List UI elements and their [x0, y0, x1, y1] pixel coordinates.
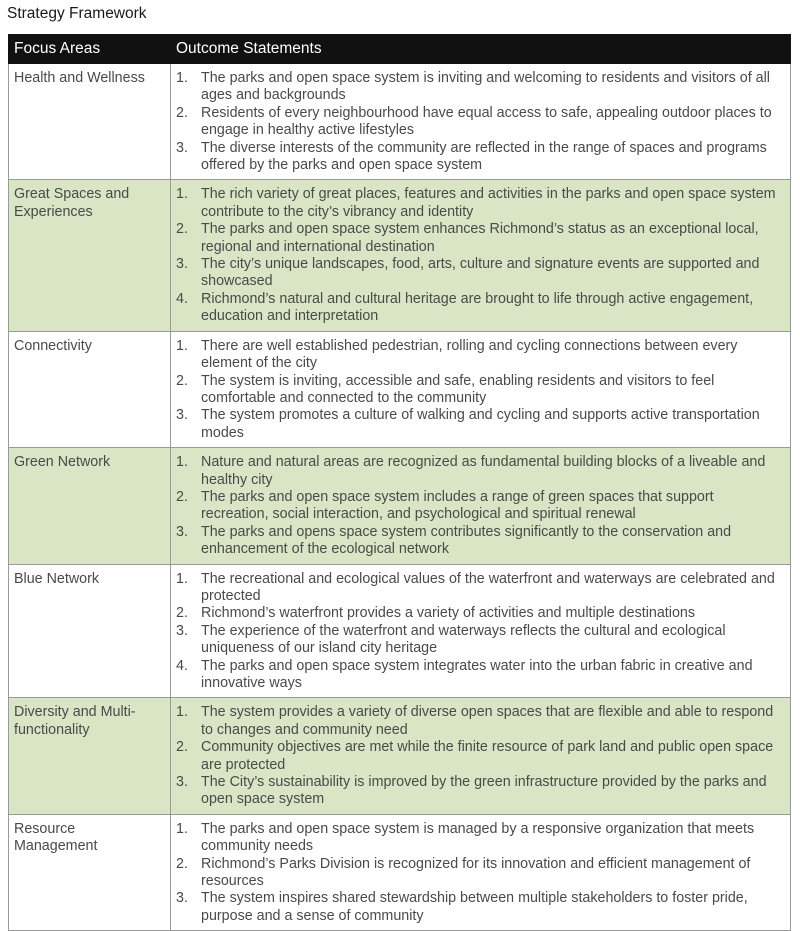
focus-area-cell: Diversity and Multi-functionality	[9, 698, 171, 814]
outcome-item	[176, 605, 785, 622]
outcome-text: The recreational and ecological values of the waterfront and waterways are celebrated and protected	[201, 570, 775, 604]
outcome-item	[176, 489, 785, 524]
outcome-text: Residents of every neighbourhood have equal access to safe, appealing outdoor places to engage in healthy active lifestyles	[201, 104, 772, 139]
outcome-statements-cell	[171, 180, 791, 331]
focus-area-cell: Health and Wellness	[9, 64, 171, 180]
outcome-text: The experience of the waterfront and waterways reflects the cultural and ecological uniqueness of our island city heritage	[201, 622, 726, 657]
strategy-framework-table	[8, 34, 791, 931]
outcome-statements-cell	[171, 64, 791, 180]
outcome-item	[176, 70, 785, 105]
outcome-number: 3.	[176, 890, 188, 907]
outcome-list	[176, 571, 785, 693]
outcome-number: 1.	[176, 337, 188, 354]
outcome-item	[176, 623, 785, 658]
outcome-text: There are well established pedestrian, rolling and cycling connections between every element of the city	[201, 337, 738, 372]
table-row	[9, 448, 791, 564]
outcome-item	[176, 524, 785, 559]
outcome-statements-cell	[171, 331, 791, 447]
outcome-text: The parks and open space system includes a range of green spaces that support recreation, social interaction, and psychological and spiritual renewal	[201, 488, 714, 523]
table-body	[9, 64, 791, 931]
focus-area-cell: Resource Management	[9, 814, 171, 930]
outcome-list	[176, 821, 785, 925]
table-row	[9, 331, 791, 447]
outcome-list	[176, 704, 785, 808]
outcome-statements-cell	[171, 564, 791, 698]
outcome-number: 2.	[176, 221, 188, 238]
outcome-item	[176, 407, 785, 442]
outcome-number: 2.	[176, 104, 188, 121]
table-header-row	[9, 35, 791, 64]
page-title: Strategy Framework	[7, 5, 147, 22]
outcome-number: 2.	[176, 372, 188, 389]
outcome-list	[176, 454, 785, 558]
outcome-text: The rich variety of great places, features and activities in the parks and open space system contribute to the city’s vibrancy and identity	[201, 186, 776, 220]
outcome-text: The parks and open space system is inviting and welcoming to residents and visitors of all ages and backgrounds	[201, 70, 770, 104]
outcome-list	[176, 186, 785, 325]
outcome-text: The city’s unique landscapes, food, arts, culture and signature events are supported and showcased	[201, 256, 760, 290]
outcome-number: 1.	[176, 570, 188, 587]
outcome-text: Community objectives are met while the finite resource of park land and public open space are protected	[201, 739, 774, 773]
outcome-text: The system provides a variety of diverse open spaces that are flexible and able to respond to changes and community need	[201, 704, 774, 738]
outcome-item	[176, 821, 785, 856]
outcome-number: 2.	[176, 739, 188, 756]
outcome-text: The system inspires shared stewardship between multiple stakeholders to foster pride, purpose and a sense of community	[201, 890, 748, 924]
outcome-item	[176, 256, 785, 291]
outcome-number: 3.	[176, 139, 188, 156]
outcome-text: Richmond’s natural and cultural heritage are brought to life through active engagement, education and interpretation	[201, 290, 754, 325]
outcome-item	[176, 186, 785, 221]
outcome-list	[176, 338, 785, 442]
outcome-statements-cell	[171, 698, 791, 814]
outcome-item	[176, 291, 785, 326]
outcome-number: 3.	[176, 256, 188, 273]
outcome-item	[176, 373, 785, 408]
outcome-item	[176, 338, 785, 373]
outcome-item	[176, 658, 785, 693]
outcome-item	[176, 221, 785, 256]
outcome-item	[176, 105, 785, 140]
outcome-number: 3.	[176, 622, 188, 639]
outcome-number: 4.	[176, 657, 188, 674]
outcome-text: The parks and open space system enhances Richmond’s status as an exceptional local, regional and international destination	[201, 221, 759, 255]
focus-area-cell: Green Network	[9, 448, 171, 564]
outcome-number: 3.	[176, 523, 188, 540]
outcome-list	[176, 70, 785, 174]
outcome-text: The diverse interests of the community are reflected in the range of spaces and programs offered by the parks and open space system	[201, 139, 767, 174]
table-row	[9, 64, 791, 180]
outcome-number: 2.	[176, 605, 188, 622]
outcome-text: Nature and natural areas are recognized as fundamental building blocks of a liveable and healthy city	[201, 454, 766, 488]
outcome-text: The system is inviting, accessible and safe, enabling residents and visitors to feel comfortable and connected to the community	[201, 372, 715, 406]
outcome-number: 1.	[176, 186, 188, 203]
focus-areas-header: Focus Areas	[9, 35, 171, 64]
table-row	[9, 814, 791, 930]
outcome-number: 3.	[176, 774, 188, 791]
outcome-number: 3.	[176, 407, 188, 424]
outcome-number: 2.	[176, 855, 188, 872]
outcome-item	[176, 571, 785, 606]
outcome-statements-cell	[171, 448, 791, 564]
outcome-item	[176, 774, 785, 809]
outcome-number: 4.	[176, 290, 188, 307]
table-row	[9, 698, 791, 814]
outcome-item	[176, 140, 785, 175]
outcome-item	[176, 739, 785, 774]
outcome-item	[176, 856, 785, 891]
outcome-item	[176, 890, 785, 925]
outcome-number: 1.	[176, 70, 188, 86]
outcome-item	[176, 454, 785, 489]
outcome-text: The parks and open space system integrates water into the urban fabric in creative and innovative ways	[201, 657, 753, 691]
outcome-item	[176, 704, 785, 739]
outcome-statements-header: Outcome Statements	[171, 35, 791, 64]
outcome-text: The parks and opens space system contributes significantly to the conservation and enhancement of the ecological network	[201, 523, 732, 558]
focus-area-cell: Great Spaces and Experiences	[9, 180, 171, 331]
outcome-number: 2.	[176, 488, 188, 505]
outcome-text: Richmond’s waterfront provides a variety of activities and multiple destinations	[201, 605, 696, 622]
outcome-text: Richmond’s Parks Division is recognized for its innovation and efficient management of resources	[201, 855, 751, 890]
table-row	[9, 564, 791, 698]
outcome-statements-cell	[171, 814, 791, 930]
outcome-text: The system promotes a culture of walking and cycling and supports active transportation modes	[201, 407, 760, 441]
focus-area-cell: Blue Network	[9, 564, 171, 698]
table-row	[9, 180, 791, 331]
outcome-number: 1.	[176, 704, 188, 721]
outcome-number: 1.	[176, 820, 188, 837]
outcome-text: The parks and open space system is managed by a responsive organization that meets community needs	[201, 820, 755, 855]
outcome-number: 1.	[176, 454, 188, 471]
outcome-text: The City’s sustainability is improved by the green infrastructure provided by the parks and open space system	[201, 774, 767, 808]
focus-area-cell: Connectivity	[9, 331, 171, 447]
